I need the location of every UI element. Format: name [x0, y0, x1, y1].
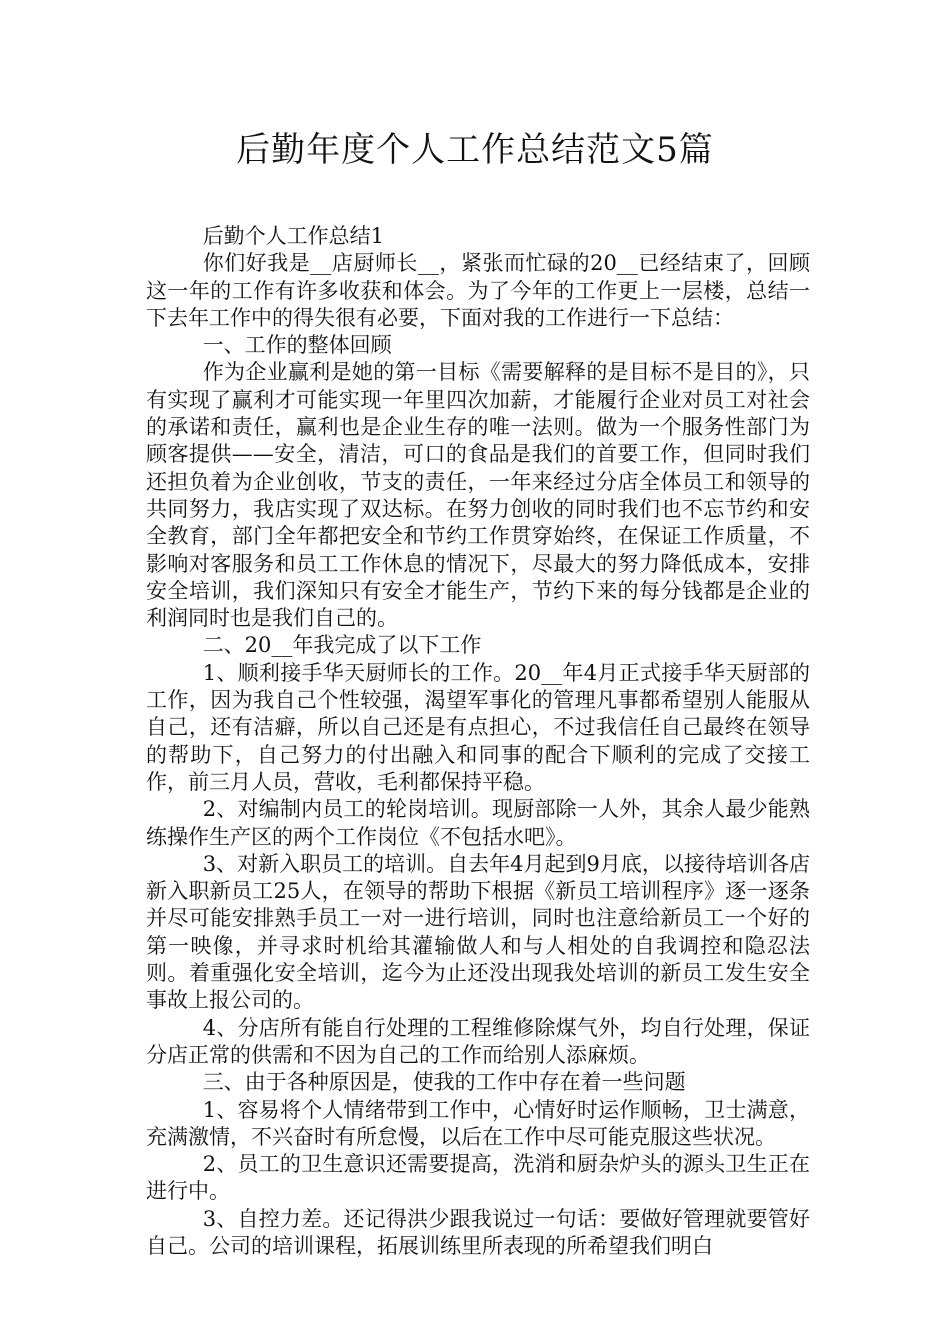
paragraph: 2、员工的卫生意识还需要提高，洗消和厨杂炉头的源头卫生正在进行中。: [146, 1152, 810, 1204]
paragraph: 你们好我是__店厨师长__，紧张而忙碌的20__已经结束了，回顾这一年的工作有许多收获和体会。为了今年的工作更上一层楼，总结一下去年工作中的得失很有必要，下面对我的工作进行一下总结：: [146, 251, 810, 330]
paragraph: 2、对编制内员工的轮岗培训。现厨部除一人外，其余人最少能熟练操作生产区的两个工作岗位《不包括水吧》。: [146, 797, 810, 849]
paragraph: 4、分店所有能自行处理的工程维修除煤气外，均自行处理，保证分店正常的供需和不因为自己的工作而给别人添麻烦。: [146, 1015, 810, 1067]
section-heading: 一、工作的整体回顾: [202, 333, 392, 358]
section-heading: 三、由于各种原因是，使我的工作中存在着一些问题: [202, 1070, 686, 1095]
paragraph: 3、自控力差。还记得洪少跟我说过一句话：要做好管理就要管好自己。公司的培训课程，拓展训练里所表现的所希望我们明白: [146, 1206, 810, 1258]
paragraph: 作为企业赢利是她的第一目标《需要解释的是目标不是目的》，只有实现了赢利才可能实现一年里四次加薪，才能履行企业对员工对社会的承诺和责任，赢利也是企业生存的唯一法则。做为一个服务性部门为顾客提供——安全，清洁，可口的食品是我们的首要工作，但同时我们还担负着为企业创收，节支的责任，一年来经过分店全体员工和领导的共同努力，我店实现了双达标。在努力创收的同时我们也不忘节约和安全教育，部门全年都把安全和节约工作贯穿始终，在保证工作质量，不影响对客服务和员工工作休息的情况下，尽最大的努力降低成本，安排安全培训，我们深知只有安全才能生产，节约下来的每分钱都是企业的利润同时也是我们自己的。: [146, 360, 810, 631]
paragraph: 1、容易将个人情绪带到工作中，心情好时运作顺畅，卫士满意，充满激情，不兴奋时有所怠慢，以后在工作中尽可能克服这些状况。: [146, 1097, 810, 1149]
paragraph: 3、对新入职员工的培训。自去年4月起到9月底，以接待培训各店新入职新员工25人，在领导的帮助下根据《新员工培训程序》逐一逐条并尽可能安排熟手员工一对一进行培训，同时也注意给新员工一个好的第一映像，并寻求时机给其灌输做人和与人相处的自我调控和隐忍法则。着重强化安全培训，迄今为止还没出现我处培训的新员工发生安全事故上报公司的。: [146, 851, 810, 1013]
section-heading: 二、20__年我完成了以下工作: [202, 633, 482, 658]
paragraph: 1、顺利接手华天厨师长的工作。20__年4月正式接手华天厨部的工作，因为我自己个性较强，渴望军事化的管理凡事都希望别人能服从自己，还有洁癖，所以自己还是有点担心，不过我信任自己最终在领导的帮助下，自己努力的付出融入和同事的配合下顺利的完成了交接工作，前三月人员，营收，毛利都保持平稳。: [146, 660, 810, 794]
document-body: [146, 223, 810, 1260]
section-heading: 后勤个人工作总结1: [202, 224, 385, 248]
document-title: 后勤年度个人工作总结范文5篇: [236, 130, 714, 170]
